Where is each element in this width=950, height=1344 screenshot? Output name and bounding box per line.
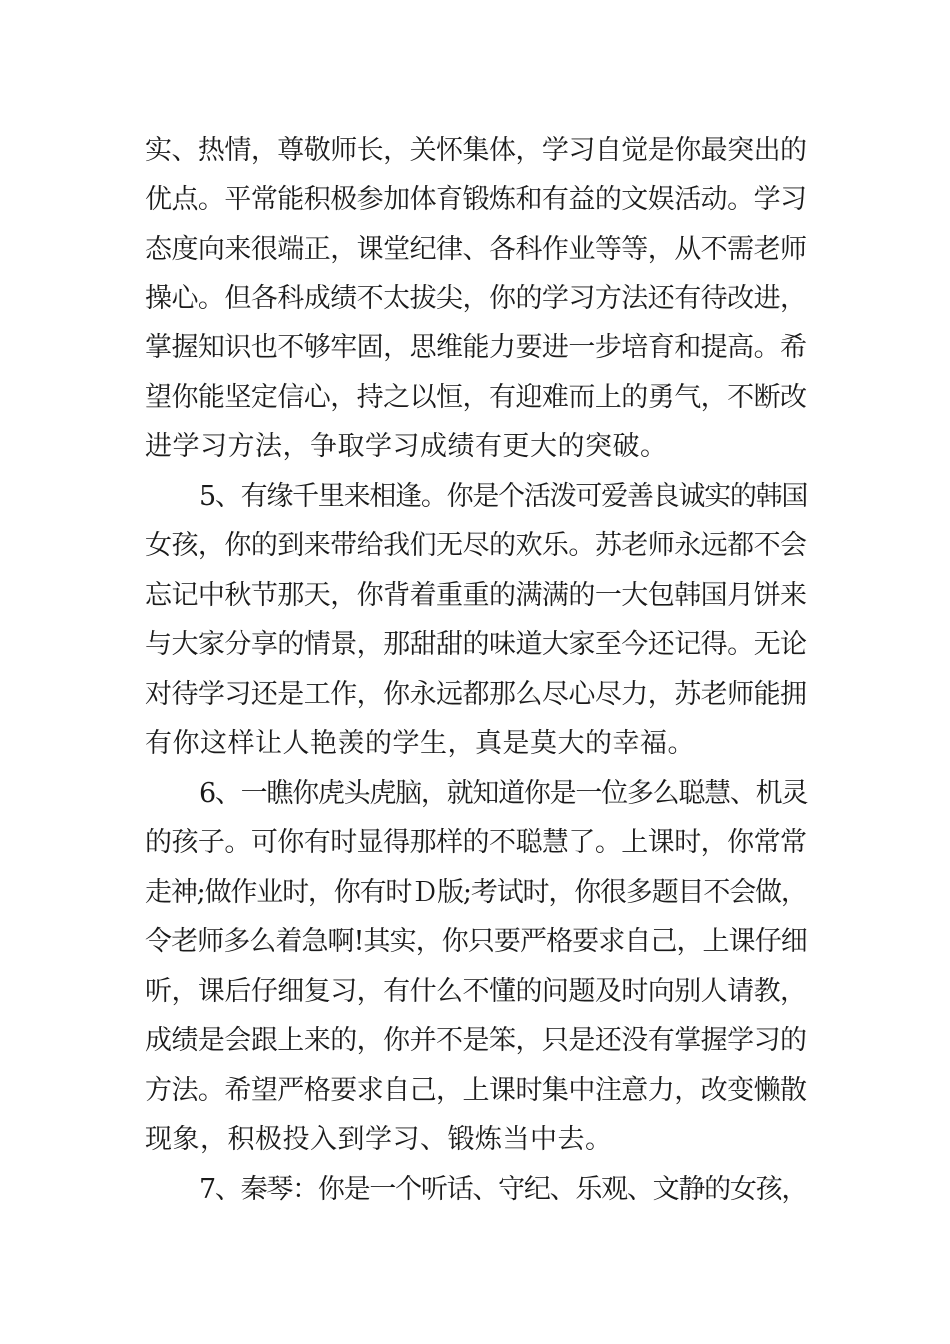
text-line: 成绩是会跟上来的，你并不是笨，只是还没有掌握学习的 — [145, 1025, 807, 1056]
text-line: 令老师多么着急啊!其实，你只要严格要求自己，上课仔细 — [145, 926, 807, 957]
text-line: 听，课后仔细复习，有什么不懂的问题及时向别人请教， — [145, 976, 807, 1007]
text-line: 进学习方法，争取学习成绩有更大的突破。 — [145, 431, 668, 462]
text-line: 优点。平常能积极参加体育锻炼和有益的文娱活动。学习 — [145, 184, 807, 215]
text-line: 望你能坚定信心，持之以恒，有迎难而上的勇气，不断改 — [145, 382, 807, 413]
paragraph-start-line: 6、一瞧你虎头虎脑，就知道你是一位多么聪慧、机灵 — [199, 778, 808, 809]
text-line: 走神;做作业时，你有时Ｄ版;考试时，你很多题目不会做， — [145, 877, 807, 908]
text-line: 与大家分享的情景，那甜甜的味道大家至今还记得。无论 — [145, 629, 807, 660]
text-line: 有你这样让人艳羡的学生，真是莫大的幸福。 — [145, 728, 695, 759]
text-line: 操心。但各科成绩不太拔尖，你的学习方法还有待改进， — [145, 283, 807, 314]
paragraph-start-line: 7、秦琴：你是一个听话、守纪、乐观、文静的女孩， — [199, 1174, 808, 1205]
text-line: 态度向来很端正，课堂纪律、各科作业等等，从不需老师 — [145, 234, 807, 265]
text-line: 现象，积极投入到学习、锻炼当中去。 — [145, 1124, 613, 1155]
text-line: 的孩子。可你有时显得那样的不聪慧了。上课时，你常常 — [145, 827, 807, 858]
text-line: 对待学习还是工作，你永远都那么尽心尽力，苏老师能拥 — [145, 679, 807, 710]
text-line: 掌握知识也不够牢固，思维能力要进一步培育和提高。希 — [145, 332, 807, 363]
paragraph-start-line: 5、有缘千里来相逢。你是个活泼可爱善良诚实的韩国 — [199, 481, 808, 512]
text-line: 实、热情，尊敬师长，关怀集体，学习自觉是你最突出的 — [145, 135, 807, 166]
text-line: 方法。希望严格要求自己，上课时集中注意力，改变懒散 — [145, 1075, 807, 1106]
text-line: 忘记中秋节那天，你背着重重的满满的一大包韩国月饼来 — [145, 580, 807, 611]
text-line: 女孩，你的到来带给我们无尽的欢乐。苏老师永远都不会 — [145, 530, 807, 561]
